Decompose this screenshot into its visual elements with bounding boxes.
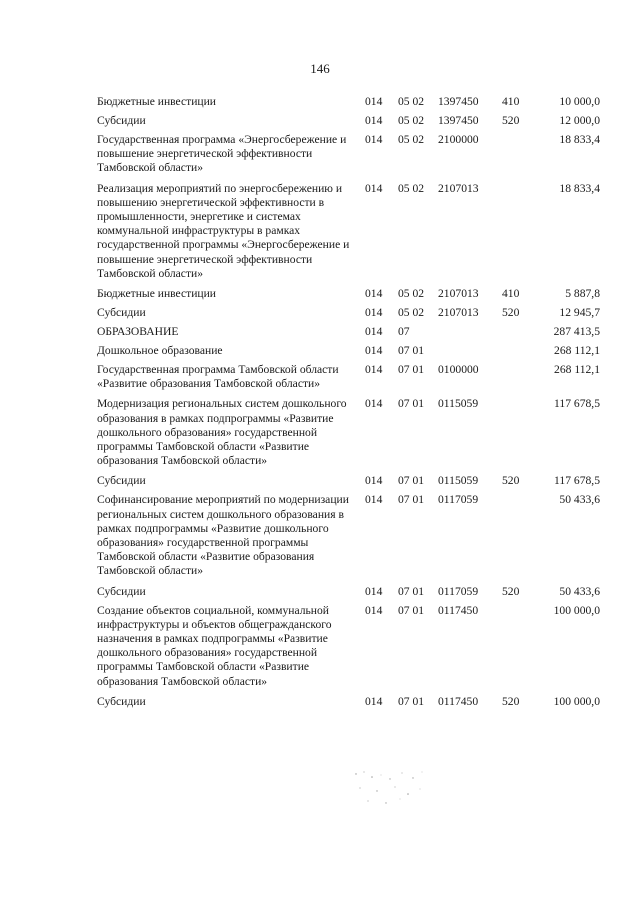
row-name: Бюджетные инвестиции [97,95,217,108]
row-ministry-code: 014 [365,287,383,301]
row-article-code: 0117059 [438,584,479,598]
row-article-code: 2100000 [438,133,479,146]
row-article-code: 0117059 [438,493,479,507]
table-row [0,344,640,363]
row-article-code: 0117450 [438,694,479,708]
row-name: Субсидии [97,694,146,708]
row-article-code: 2107013 [438,181,479,195]
row-section-code: 07 01 [398,584,425,598]
row-article-code: 1397450 [438,114,479,127]
row-article-code: 0117450 [438,603,479,617]
row-section-code: 07 01 [398,493,425,507]
row-ministry-code: 014 [365,584,383,598]
row-amount: 10 000,0 [559,95,600,108]
row-ministry-code: 014 [365,474,383,488]
row-name: ОБРАЗОВАНИЕ [97,325,179,339]
row-article-code: 0115059 [438,474,479,488]
row-section-code: 07 01 [398,474,425,488]
row-ministry-code: 014 [365,363,383,377]
row-section-code: 05 02 [398,95,425,108]
row-name: Реализация мероприятий по энергосбережению и повышению энергетической эффективности в промышленности, энергетике и системах коммунальной инфраструктуры в рамках государственной программы «Энергосбережение и повышение энергетической эффективности Тамбовской области» [97,181,350,280]
row-ministry-code: 014 [365,325,383,339]
row-section-code: 07 01 [398,344,425,358]
row-name: Государственная программа Тамбовской области «Развитие образования Тамбовской области» [97,363,339,391]
row-name: Бюджетные инвестиции [97,287,217,301]
table-row [0,474,640,493]
table-row [0,363,640,397]
budget-table [0,95,640,714]
table-row [0,604,640,695]
table-row [0,133,640,182]
table-row [0,695,640,714]
row-section-code: 07 01 [398,694,425,708]
row-section-code: 07 01 [398,603,425,617]
row-ministry-code: 014 [365,694,383,708]
row-ministry-code: 014 [365,493,383,507]
row-ministry-code: 014 [365,181,383,195]
row-expense-type-code: 520 [502,306,520,320]
row-expense-type-code: 520 [502,474,520,488]
row-amount: 268 112,1 [554,363,600,377]
table-row [0,493,640,584]
row-ministry-code: 014 [365,114,383,127]
table-row [0,397,640,474]
row-ministry-code: 014 [365,344,383,358]
row-expense-type-code: 520 [502,114,520,127]
row-name: Модернизация региональных систем дошкольного образования в рамках подпрограммы «Развитие дошкольного образования» государственной программы Тамбовской области «Развитие образования Тамбовской области» [97,397,347,468]
row-amount: 12 945,7 [559,306,600,320]
row-amount: 5 887,8 [565,287,600,301]
row-amount: 100 000,0 [553,603,600,617]
row-ministry-code: 014 [365,306,383,320]
row-name: Создание объектов социальной, коммунальной инфраструктуры и объектов общегражданского назначения в рамках подпрограммы «Развитие дошкольного образования» государственной программы Тамбовской области «Развитие образования Тамбовской области» [97,603,332,688]
row-name: Софинансирование мероприятий по модернизации региональных систем дошкольного образования в рамках подпрограммы «Развитие дошкольного образования» государственной программы Тамбовской области «Развитие образования Тамбовской области» [97,493,349,578]
row-amount: 100 000,0 [553,694,600,708]
table-row [0,325,640,344]
table-row [0,95,640,114]
table-row [0,585,640,604]
row-expense-type-code: 410 [502,287,520,301]
row-ministry-code: 014 [365,133,383,146]
row-name: Государственная программа «Энергосбережение и повышение энергетической эффективности Тамбовской области» [97,133,347,175]
row-section-code: 05 02 [398,133,425,146]
row-amount: 287 413,5 [553,325,600,339]
row-section-code: 05 02 [398,306,425,320]
row-amount: 117 678,5 [554,397,600,411]
row-name: Субсидии [97,306,146,320]
row-article-code: 0100000 [438,363,479,377]
row-name: Дошкольное образование [97,344,223,358]
row-amount: 50 433,6 [559,493,600,507]
row-section-code: 07 [398,325,410,339]
row-amount: 18 833,4 [559,133,600,146]
scan-speckle-artifact [350,770,430,810]
page-number: 146 [310,61,330,76]
row-article-code: 1397450 [438,95,479,108]
row-article-code: 0115059 [438,397,479,411]
row-name: Субсидии [97,114,146,127]
row-expense-type-code: 410 [502,95,520,108]
row-section-code: 05 02 [398,287,425,301]
row-ministry-code: 014 [365,95,383,108]
row-amount: 50 433,6 [559,584,600,598]
row-name: Субсидии [97,474,146,488]
row-expense-type-code: 520 [502,694,520,708]
table-row [0,306,640,325]
row-amount: 117 678,5 [554,474,600,488]
row-ministry-code: 014 [365,397,383,411]
row-section-code: 07 01 [398,363,425,377]
row-article-code: 2107013 [438,306,479,320]
row-article-code: 2107013 [438,287,479,301]
row-expense-type-code: 520 [502,584,520,598]
row-section-code: 05 02 [398,181,425,195]
row-amount: 18 833,4 [559,181,600,195]
row-amount: 268 112,1 [554,344,600,358]
table-row [0,182,640,287]
row-section-code: 07 01 [398,397,425,411]
row-name: Субсидии [97,584,146,598]
row-amount: 12 000,0 [559,114,600,127]
row-ministry-code: 014 [365,603,383,617]
row-section-code: 05 02 [398,114,425,127]
table-row [0,287,640,306]
table-row [0,114,640,133]
